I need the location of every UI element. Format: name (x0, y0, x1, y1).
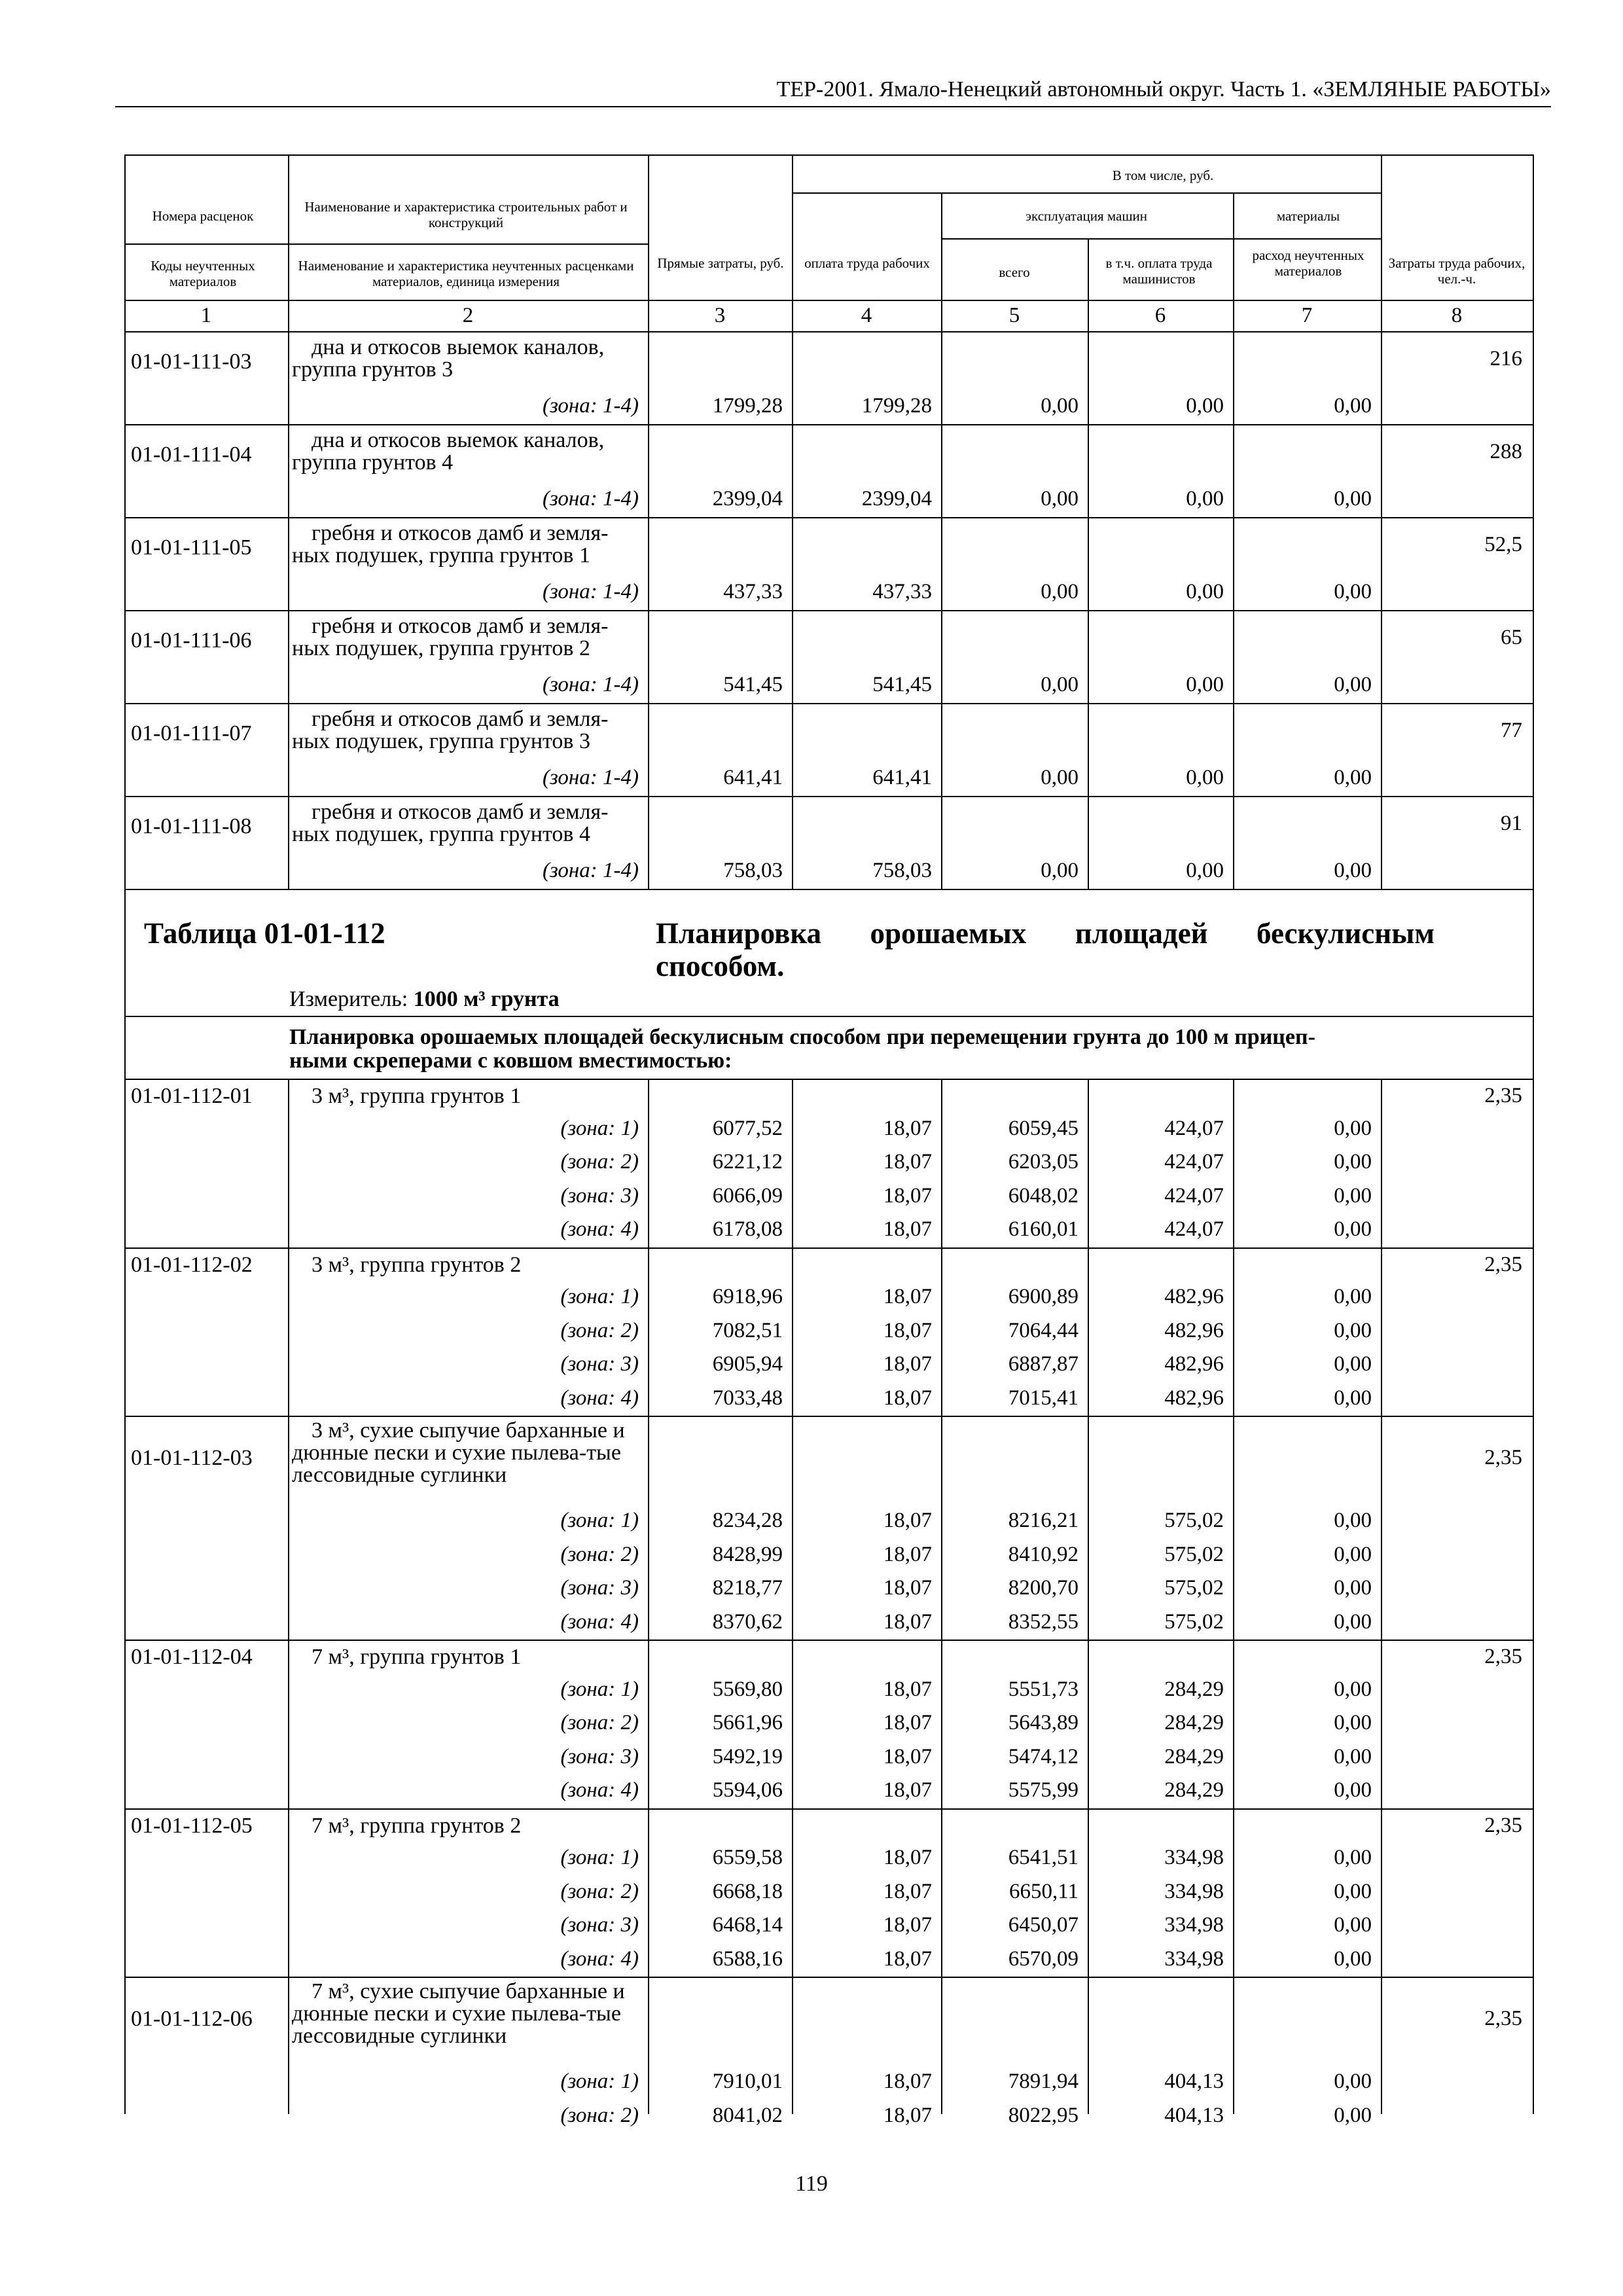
zone-label: (зона: 1) (560, 1116, 639, 1140)
cost-value: 575,02 (1164, 1509, 1224, 1532)
rate-code: 01-01-111-06 (131, 628, 252, 653)
cost-value: 0,00 (1334, 1183, 1372, 1208)
column-rule (124, 889, 126, 1079)
cost-value: 18,07 (883, 2070, 932, 2093)
cost-value: 334,98 (1164, 1946, 1224, 1971)
cost-value: 6650,11 (1008, 1879, 1079, 1903)
rate-code: 01-01-112-05 (131, 1813, 253, 1838)
cost-value: 8234,28 (712, 1509, 783, 1532)
cost-value: 334,98 (1164, 1879, 1224, 1903)
cost-value: 7910,01 (712, 2070, 783, 2093)
rate-description: гребня и откосов дамб и земля-ных подушек, группа грунтов 4 (292, 800, 609, 846)
cost-value: 18,07 (883, 1846, 932, 1869)
column-rule (792, 331, 793, 889)
header-direct-costs: Прямые затраты, руб. (657, 255, 784, 271)
cost-value: 1799,28 (712, 394, 783, 418)
column-number: 4 (861, 304, 872, 327)
cost-value: 0,00 (1334, 1542, 1372, 1566)
zone-label: (зона: 1) (560, 2070, 639, 2093)
rate-description: 3 м³, сухие сыпучие барханные и дюнные пески и сухие пылева-тые лессовидные суглинки (292, 1418, 625, 1487)
cost-value: 5474,12 (1008, 1744, 1079, 1768)
group-heading-line1: Планировка орошаемых площадей бескулисным способом при перемещении грунта до 100 м прицеп- (289, 1025, 1315, 1049)
rate-code: 01-01-112-02 (131, 1252, 253, 1277)
cost-value: 0,00 (1334, 1285, 1372, 1308)
column-rule (1533, 331, 1534, 889)
measure-label: Измеритель: (289, 987, 408, 1011)
zone-label: (зона: 1-4) (542, 766, 639, 789)
zone-label: (зона: 1-4) (542, 580, 639, 603)
column-rule (1233, 331, 1234, 889)
labor-cost: 65 (1501, 626, 1522, 649)
cost-value: 6048,02 (1008, 1183, 1079, 1208)
column-rule (792, 1079, 793, 2114)
rate-description: дна и откосов выемок каналов, группа грунтов 3 (292, 335, 605, 382)
row-rule (124, 889, 1533, 890)
cost-value: 18,07 (883, 1542, 932, 1566)
cost-value: 0,00 (1334, 766, 1372, 789)
cost-value: 18,07 (883, 1352, 932, 1376)
column-rule (1088, 331, 1089, 889)
column-rule (941, 331, 942, 889)
cost-value: 5594,06 (712, 1778, 783, 1802)
cost-value: 6468,14 (712, 1913, 783, 1937)
cost-value: 0,00 (1334, 1879, 1372, 1903)
labor-cost: 288 (1489, 440, 1522, 463)
rate-code: 01-01-112-01 (131, 1084, 253, 1108)
rate-description: 7 м³, группа грунтов 1 (312, 1645, 522, 1669)
cost-value: 0,00 (1334, 1509, 1372, 1532)
cost-value: 7064,44 (1008, 1318, 1079, 1342)
header-machines: эксплуатация машин (1026, 208, 1147, 224)
header-operator-pay: в т.ч. оплата труда машинистов (1105, 255, 1213, 287)
zone-label: (зона: 1) (560, 1677, 639, 1701)
group-heading-line2: ными скреперами с ковшом вместимостью: (289, 1049, 732, 1073)
cost-value: 18,07 (883, 1386, 932, 1410)
cost-value: 18,07 (883, 1711, 932, 1734)
cost-value: 2399,04 (712, 487, 783, 511)
cost-value: 0,00 (1186, 859, 1224, 882)
cost-value: 6178,08 (712, 1217, 783, 1241)
rate-description: 3 м³, группа грунтов 2 (312, 1252, 522, 1277)
labor-cost: 2,35 (1484, 1446, 1522, 1469)
cost-value: 18,07 (883, 1576, 932, 1600)
column-number: 7 (1301, 304, 1313, 327)
cost-value: 0,00 (1334, 1352, 1372, 1376)
rate-description: 7 м³, группа грунтов 2 (312, 1813, 522, 1838)
row-rule (124, 796, 1533, 797)
column-rule (1533, 1079, 1534, 2114)
cost-value: 18,07 (883, 1879, 932, 1903)
row-rule (124, 1416, 1533, 1417)
measure (289, 987, 560, 1012)
cost-value: 0,00 (1334, 1744, 1372, 1768)
column-rule (941, 1079, 942, 2114)
column-number: 5 (1008, 304, 1020, 327)
column-rule (288, 331, 289, 889)
cost-value: 6900,89 (1008, 1285, 1079, 1308)
column-rule (648, 331, 649, 889)
zone-label: (зона: 3) (560, 1744, 639, 1768)
column-rule (124, 1079, 126, 2114)
cost-value: 18,07 (883, 1609, 932, 1634)
header-labor-costs: Затраты труда рабочих, чел.-ч. (1388, 255, 1525, 287)
cost-value: 18,07 (883, 2103, 932, 2127)
cost-value: 575,02 (1164, 1542, 1224, 1566)
cost-value: 0,00 (1334, 580, 1372, 603)
cost-value: 0,00 (1041, 859, 1079, 882)
cost-value: 0,00 (1334, 1946, 1372, 1971)
column-rule (1533, 889, 1534, 1079)
column-rule (648, 1079, 649, 2114)
row-rule (124, 610, 1533, 611)
rate-code: 01-01-111-03 (131, 350, 252, 374)
cost-value: 6160,01 (1008, 1217, 1079, 1241)
cost-value: 404,13 (1164, 2070, 1224, 2093)
cost-value: 284,29 (1164, 1711, 1224, 1734)
header-top-rule (124, 154, 1533, 156)
rate-code: 01-01-112-06 (131, 2007, 253, 2031)
header-rule (124, 331, 1533, 332)
cost-value: 8216,21 (1008, 1509, 1079, 1532)
cost-value: 0,00 (1186, 487, 1224, 511)
column-rule (1088, 1079, 1089, 2114)
cost-value: 404,13 (1164, 2103, 1224, 2127)
zone-label: (зона: 2) (560, 1542, 639, 1566)
column-rule (124, 331, 126, 889)
column-number: 8 (1451, 304, 1463, 327)
table-title-line1: Планировка орошаемых площадей бескулисным (656, 917, 1435, 950)
cost-value: 758,03 (723, 859, 783, 882)
column-number: 1 (200, 304, 212, 327)
cost-value: 7015,41 (1008, 1386, 1079, 1410)
zone-label: (зона: 3) (560, 1913, 639, 1937)
cost-value: 6887,87 (1008, 1352, 1079, 1376)
cost-value: 0,00 (1334, 1116, 1372, 1140)
cost-value: 18,07 (883, 1677, 932, 1701)
cost-value: 6588,16 (712, 1946, 783, 1971)
zone-label: (зона: 4) (560, 1217, 639, 1241)
zone-label: (зона: 1-4) (542, 859, 639, 882)
row-rule (124, 703, 1533, 704)
rate-description: гребня и откосов дамб и земля-ных подушек, группа грунтов 3 (292, 707, 609, 753)
cost-value: 8410,92 (1008, 1542, 1079, 1566)
cost-value: 0,00 (1334, 394, 1372, 418)
cost-value: 0,00 (1334, 1217, 1372, 1241)
cost-value: 5575,99 (1008, 1778, 1079, 1802)
zone-label: (зона: 1-4) (542, 487, 639, 511)
header-rate-numbers: Номера расценок (152, 208, 254, 224)
header-rule (792, 192, 1381, 194)
cost-value: 5643,89 (1008, 1711, 1079, 1734)
header-material-codes: Коды неучтенных материалов (151, 258, 255, 289)
zone-label: (зона: 1-4) (542, 394, 639, 418)
cost-value: 424,07 (1164, 1150, 1224, 1174)
cost-value: 641,41 (872, 766, 932, 789)
title-rule (124, 1016, 1533, 1017)
cost-value: 8200,70 (1008, 1576, 1079, 1600)
row-rule (124, 1977, 1533, 1978)
cost-value: 0,00 (1186, 394, 1224, 418)
cost-value: 18,07 (883, 1913, 932, 1937)
rate-description: гребня и откосов дамб и земля-ных подушек, группа грунтов 2 (292, 614, 609, 660)
header-rule (941, 238, 1381, 240)
cost-value: 2399,04 (861, 487, 932, 511)
header-material-name: Наименование и характеристика неучтенных расценками материалов, единица измерения (298, 258, 634, 289)
cost-value: 482,96 (1164, 1318, 1224, 1342)
zone-label: (зона: 4) (560, 1386, 639, 1410)
header-rule (124, 243, 648, 245)
cost-value: 437,33 (723, 580, 783, 603)
labor-cost: 2,35 (1484, 1813, 1522, 1837)
cost-value: 8352,55 (1008, 1609, 1079, 1634)
cost-value: 0,00 (1334, 487, 1372, 511)
zone-label: (зона: 1) (560, 1846, 639, 1869)
cost-value: 758,03 (872, 859, 932, 882)
column-rule (1233, 1079, 1234, 2114)
cost-value: 18,07 (883, 1116, 932, 1140)
cost-value: 7891,94 (1008, 2070, 1079, 2093)
cost-value: 18,07 (883, 1946, 932, 1971)
cost-value: 0,00 (1334, 1386, 1372, 1410)
zone-label: (зона: 1) (560, 1285, 639, 1308)
zone-label: (зона: 4) (560, 1778, 639, 1802)
cost-value: 18,07 (883, 1509, 932, 1532)
cost-value: 0,00 (1334, 673, 1372, 696)
labor-cost: 77 (1501, 719, 1522, 742)
zone-label: (зона: 3) (560, 1183, 639, 1208)
cost-value: 575,02 (1164, 1609, 1224, 1634)
labor-cost: 2,35 (1484, 1252, 1522, 1276)
cost-value: 0,00 (1334, 1318, 1372, 1342)
cost-value: 5492,19 (712, 1744, 783, 1768)
zone-label: (зона: 2) (560, 1711, 639, 1734)
cost-value: 6905,94 (712, 1352, 783, 1376)
row-rule (124, 517, 1533, 518)
zone-label: (зона: 3) (560, 1576, 639, 1600)
cost-value: 0,00 (1334, 2103, 1372, 2127)
rate-description: 7 м³, сухие сыпучие барханные и дюнные пески и сухие пылева-тые лессовидные суглинки (292, 1979, 625, 2048)
cost-value: 284,29 (1164, 1677, 1224, 1701)
zone-label: (зона: 4) (560, 1946, 639, 1971)
cost-value: 334,98 (1164, 1846, 1224, 1869)
cost-value: 18,07 (883, 1318, 932, 1342)
cost-value: 1799,28 (861, 394, 932, 418)
column-number: 2 (462, 304, 474, 327)
cost-value: 7082,51 (712, 1318, 783, 1342)
rate-code: 01-01-111-07 (131, 721, 252, 745)
cost-value: 284,29 (1164, 1744, 1224, 1768)
cost-value: 18,07 (883, 1183, 932, 1208)
cost-value: 0,00 (1334, 1677, 1372, 1701)
cost-value: 6059,45 (1008, 1116, 1079, 1140)
cost-value: 424,07 (1164, 1116, 1224, 1140)
cost-value: 6668,18 (712, 1879, 783, 1903)
cost-value: 0,00 (1334, 1576, 1372, 1600)
rate-description: гребня и откосов дамб и земля-ных подушек, группа грунтов 1 (292, 521, 609, 567)
labor-cost: 216 (1489, 347, 1522, 370)
header-materials: материалы (1276, 208, 1340, 224)
labor-cost: 91 (1501, 812, 1522, 835)
cost-value: 8218,77 (712, 1576, 783, 1600)
cost-value: 8022,95 (1008, 2103, 1079, 2127)
cost-value: 5661,96 (712, 1711, 783, 1734)
cost-value: 0,00 (1041, 394, 1079, 418)
labor-cost: 2,35 (1484, 1645, 1522, 1668)
cost-value: 541,45 (872, 673, 932, 696)
cost-value: 18,07 (883, 1778, 932, 1802)
column-number: 3 (714, 304, 726, 327)
row-rule (124, 1247, 1533, 1249)
cost-value: 424,07 (1164, 1183, 1224, 1208)
measure-value: 1000 м³ грунта (413, 987, 560, 1011)
header-machines-total: всего (999, 264, 1030, 280)
cost-value: 18,07 (883, 1744, 932, 1768)
cost-value: 6570,09 (1008, 1946, 1079, 1971)
page-header: ТЕР-2001. Ямало-Ненецкий автономный округ. Часть 1. «ЗЕМЛЯНЫЕ РАБОТЫ» (115, 73, 1551, 107)
column-rule (1381, 331, 1382, 889)
header-work-name: Наименование и характеристика строительных работ и конструкций (304, 199, 628, 230)
cost-value: 6077,52 (712, 1116, 783, 1140)
cost-value: 8370,62 (712, 1609, 783, 1634)
header-worker-pay: оплата труда рабочих (804, 255, 930, 271)
cost-value: 6221,12 (712, 1150, 783, 1174)
cost-value: 284,29 (1164, 1778, 1224, 1802)
zone-label: (зона: 2) (560, 2103, 639, 2127)
row-rule (124, 1640, 1533, 1641)
rate-code: 01-01-112-04 (131, 1645, 253, 1669)
header-including: В том числе, руб. (1112, 168, 1214, 183)
page-number: 119 (795, 2172, 828, 2196)
row-rule (124, 1808, 1533, 1810)
cost-value: 334,98 (1164, 1913, 1224, 1937)
cost-value: 0,00 (1041, 487, 1079, 511)
group-rule (124, 1079, 1533, 1080)
cost-value: 8041,02 (712, 2103, 783, 2127)
table-title-line2: способом. (656, 950, 785, 982)
labor-cost: 2,35 (1484, 2007, 1522, 2030)
rate-code: 01-01-111-04 (131, 442, 252, 467)
labor-cost: 2,35 (1484, 1084, 1522, 1107)
cost-value: 482,96 (1164, 1285, 1224, 1308)
cost-value: 0,00 (1186, 766, 1224, 789)
header-unaccounted-materials: расход неучтенных материалов (1252, 247, 1364, 279)
rate-code: 01-01-111-08 (131, 814, 252, 838)
cost-value: 0,00 (1041, 673, 1079, 696)
cost-value: 482,96 (1164, 1386, 1224, 1410)
cost-value: 18,07 (883, 1217, 932, 1241)
cost-value: 575,02 (1164, 1576, 1224, 1600)
cost-value: 437,33 (872, 580, 932, 603)
row-rule (124, 424, 1533, 425)
cost-value: 6203,05 (1008, 1150, 1079, 1174)
column-rule (1533, 154, 1534, 331)
zone-label: (зона: 1) (560, 1509, 639, 1532)
cost-value: 0,00 (1334, 1609, 1372, 1634)
cost-value: 0,00 (1334, 2070, 1372, 2093)
cost-value: 18,07 (883, 1285, 932, 1308)
zone-label: (зона: 2) (560, 1879, 639, 1903)
cost-value: 0,00 (1334, 859, 1372, 882)
cost-value: 6559,58 (712, 1846, 783, 1869)
cost-value: 0,00 (1186, 580, 1224, 603)
column-rule (288, 1079, 289, 2114)
zone-label: (зона: 1-4) (542, 673, 639, 696)
cost-value: 0,00 (1334, 1846, 1372, 1869)
cost-value: 5551,73 (1008, 1677, 1079, 1701)
cost-value: 6918,96 (712, 1285, 783, 1308)
column-rule (1381, 1079, 1382, 2114)
cost-value: 0,00 (1186, 673, 1224, 696)
cost-value: 6450,07 (1008, 1913, 1079, 1937)
rate-code: 01-01-112-03 (131, 1446, 253, 1470)
labor-cost: 52,5 (1484, 533, 1522, 556)
cost-value: 424,07 (1164, 1217, 1224, 1241)
rate-code: 01-01-111-05 (131, 535, 252, 560)
cost-value: 541,45 (723, 673, 783, 696)
column-number: 6 (1154, 304, 1166, 327)
cost-value: 0,00 (1334, 1711, 1372, 1734)
cost-value: 482,96 (1164, 1352, 1224, 1376)
zone-label: (зона: 4) (560, 1609, 639, 1634)
cost-value: 0,00 (1334, 1778, 1372, 1802)
header-rule (124, 300, 1533, 301)
zone-label: (зона: 2) (560, 1150, 639, 1174)
zone-label: (зона: 2) (560, 1318, 639, 1342)
rate-description: дна и откосов выемок каналов, группа грунтов 4 (292, 428, 605, 475)
cost-value: 7033,48 (712, 1386, 783, 1410)
cost-value: 641,41 (723, 766, 783, 789)
cost-value: 6066,09 (712, 1183, 783, 1208)
cost-value: 5569,80 (712, 1677, 783, 1701)
table-label: Таблица 01-01-112 (144, 917, 385, 950)
cost-value: 8428,99 (712, 1542, 783, 1566)
cost-value: 0,00 (1041, 580, 1079, 603)
cost-value: 0,00 (1334, 1913, 1372, 1937)
cost-value: 0,00 (1334, 1150, 1372, 1174)
rate-description: 3 м³, группа грунтов 1 (312, 1084, 522, 1108)
zone-label: (зона: 3) (560, 1352, 639, 1376)
cost-value: 6541,51 (1008, 1846, 1079, 1869)
cost-value: 18,07 (883, 1150, 932, 1174)
cost-value: 0,00 (1041, 766, 1079, 789)
